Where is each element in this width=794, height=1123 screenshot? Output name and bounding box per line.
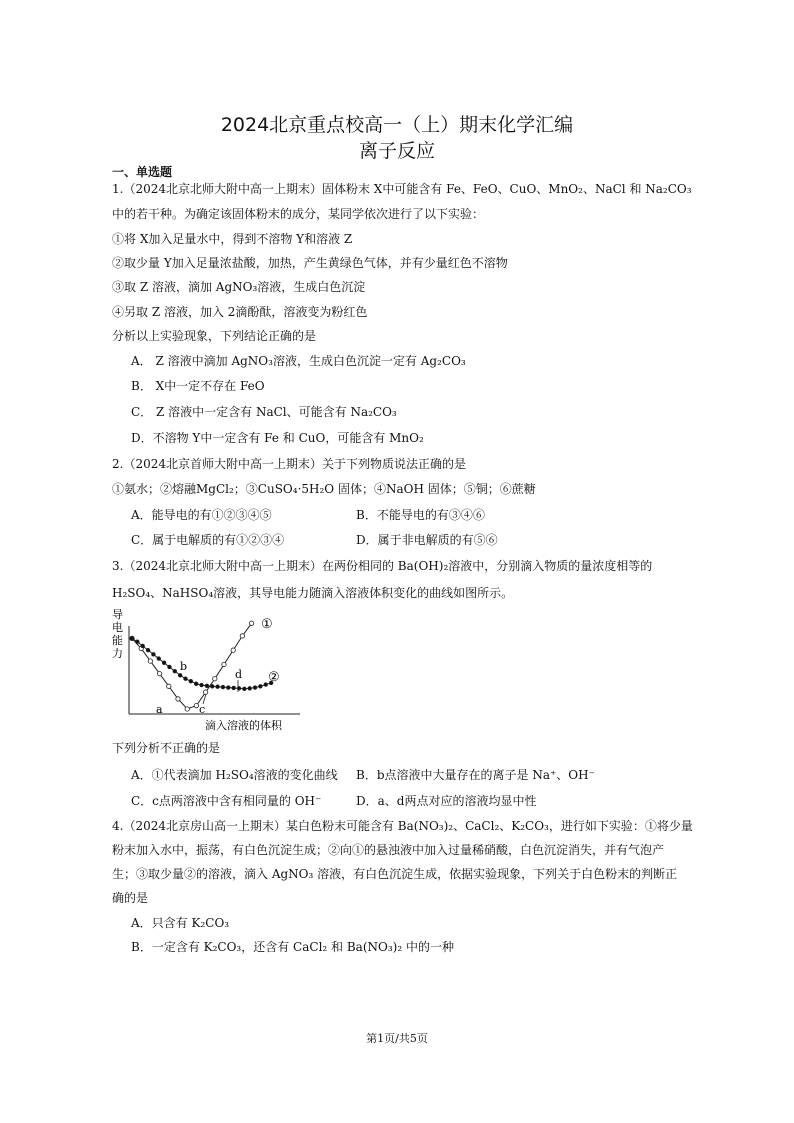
series-2-point	[216, 685, 220, 689]
point-label-a: a	[156, 703, 163, 716]
series-1-point	[203, 690, 207, 694]
series-1-point	[194, 703, 198, 707]
series-2-point	[178, 674, 182, 678]
q4-stem-line4: 确的是	[112, 891, 149, 905]
q3-option-b[interactable]: B．b点溶液中大量存在的离子是 Na⁺、OH⁻	[356, 768, 595, 782]
page-title: 2024北京重点校高一（上）期末化学汇编	[220, 114, 574, 136]
q2-option-a[interactable]: A．能导电的有①②③④⑤	[131, 508, 272, 522]
q1-stem-line1: 1.（2024北京北师大附中高一上期末）固体粉末 X中可能含有 Fe、FeO、CuO、MnO₂、NaCl 和 Na₂CO₃	[112, 182, 692, 196]
series-2-point	[141, 644, 145, 648]
series-2-label: ②	[268, 670, 280, 685]
series-2-point	[253, 686, 257, 690]
y-label-char: 能	[112, 634, 123, 647]
q1-option-a[interactable]: A． Z 溶液中滴加 AgNO₃溶液，生成白色沉淀一定有 Ag₂CO₃	[131, 354, 466, 368]
series-1-point	[148, 659, 152, 663]
q3-question: 下列分析不正确的是	[112, 741, 221, 755]
series-2-point	[264, 683, 268, 687]
y-label-char: 力	[112, 647, 123, 660]
series-1-point	[167, 684, 171, 688]
series-1-point	[213, 677, 217, 681]
q1-question: 分析以上实验现象，下列结论正确的是	[112, 329, 317, 343]
series-2-line	[132, 638, 271, 688]
q4-stem-line1: 4.（2024北京房山高一上期末）某白色粉末可能含有 Ba(NO₃)₂、CaCl₂、K₂CO₃，进行如下实验：①将少量	[112, 819, 693, 833]
series-1-line	[132, 623, 252, 709]
series-2-point	[189, 679, 193, 683]
series-2-point	[184, 677, 188, 681]
q1-option-c[interactable]: C． Z 溶液中一定含有 NaCl、可能含有 Na₂CO₃	[131, 405, 397, 419]
series-1-point	[231, 648, 235, 652]
q2-option-d[interactable]: D．属于非电解质的有⑤⑥	[356, 533, 498, 547]
y-label-char: 电	[112, 621, 123, 634]
q2-option-b[interactable]: B．不能导电的有③④⑥	[356, 508, 485, 522]
q1-step2: ②取少量 Y加入足量浓盐酸，加热，产生黄绿色气体，并有少量红色不溶物	[112, 256, 508, 270]
q4-stem-line3: 生；③取少量②的溶液，滴入 AgNO₃ 溶液，有白色沉淀生成，依据实验现象，下列关于白色粉末的判断正	[112, 867, 678, 881]
q1-option-d[interactable]: D．不溶物 Y中一定含有 Fe 和 CuO，可能含有 MnO₂	[131, 431, 424, 445]
q1-stem-line2: 中的若干种。为确定该固体粉末的成分，某同学依次进行了以下实验：	[112, 207, 485, 221]
q2-stem: 2.（2024北京首师大附中高一上期末）关于下列物质说法正确的是	[112, 457, 466, 471]
series-1-point	[240, 634, 244, 638]
series-2-point	[232, 686, 236, 690]
q3-option-d[interactable]: D．a、d两点对应的溶液均显中性	[356, 794, 537, 808]
q4-stem-line2: 粉末加入水中，振荡，有白色沉淀生成；②向①的悬浊液中加入过量稀硝酸，白色沉淀消失，并有气泡产	[112, 843, 665, 857]
page-subtitle: 离子反应	[358, 140, 435, 162]
series-2-point	[200, 683, 204, 687]
series-1-point	[185, 707, 189, 711]
q4-option-b[interactable]: B．一定含有 K₂CO₃，还含有 CaCl₂ 和 Ba(NO₃)₂ 中的一种	[131, 940, 454, 954]
section-heading: 一、单选题	[112, 165, 173, 179]
q1-option-b[interactable]: B． X中一定不存在 FeO	[131, 379, 265, 393]
x-axis-label: 滴入溶液的体积	[205, 719, 282, 732]
series-2-point	[227, 686, 231, 690]
series-2-point	[162, 661, 166, 665]
q3-option-c[interactable]: C．c点两溶液中含有相同量的 OH⁻	[131, 794, 322, 808]
series-2-point	[248, 687, 252, 691]
series-2-point	[205, 684, 209, 688]
series-2-point	[136, 640, 140, 644]
series-2-point	[259, 684, 263, 688]
q2-list: ①氨水；②熔融MgCl₂；③CuSO₄·5H₂O 固体；④NaOH 固体；⑤铜；⑥蔗糖	[112, 482, 536, 496]
q4-option-a[interactable]: A．只含有 K₂CO₃	[131, 916, 230, 930]
series-2-point	[146, 648, 150, 652]
q1-step1: ①将 X加入足量水中，得到不溶物 Y和溶液 Z	[112, 232, 353, 246]
y-axis-label	[112, 608, 123, 660]
point-label-d: d	[235, 668, 243, 681]
series-2-point	[221, 685, 225, 689]
q3-stem-line1: 3.（2024北京北师大附中高一上期末）在两份相同的 Ba(OH)₂溶液中，分别滴入物质的量浓度相等的	[112, 559, 653, 573]
q1-step3: ③取 Z 溶液，滴加 AgNO₃溶液，生成白色沉淀	[112, 280, 366, 294]
series-1-point	[222, 662, 226, 666]
series-1-point	[249, 621, 253, 625]
series-1	[130, 621, 254, 711]
series-2-point	[243, 687, 247, 691]
series-2-point	[173, 669, 177, 673]
q3-stem-line2: H₂SO₄、NaHSO₄溶液，其导电能力随滴入溶液体积变化的曲线如图所示。	[112, 586, 514, 600]
point-label-c: c	[199, 703, 206, 716]
q2-option-c[interactable]: C．属于电解质的有①②③④	[131, 533, 285, 547]
series-2-point	[194, 682, 198, 686]
series-2-point	[152, 653, 156, 657]
q1-step4: ④另取 Z 溶液，加入 2滴酚酞，溶液变为粉红色	[112, 305, 368, 319]
series-2-point	[168, 665, 172, 669]
series-2-point	[130, 637, 134, 641]
y-label-char: 导	[112, 608, 123, 621]
series-2	[130, 637, 273, 691]
series-1-label: ①	[261, 617, 273, 632]
point-label-b: b	[180, 660, 188, 673]
page-footer: 第1页/共5页	[366, 1032, 428, 1045]
series-1-point	[176, 697, 180, 701]
series-1-point	[157, 671, 161, 675]
q3-option-a[interactable]: A．①代表滴加 H₂SO₄溶液的变化曲线	[131, 768, 338, 782]
series-2-point	[157, 657, 161, 661]
series-2-point	[210, 684, 214, 688]
conductivity-chart	[110, 606, 310, 736]
